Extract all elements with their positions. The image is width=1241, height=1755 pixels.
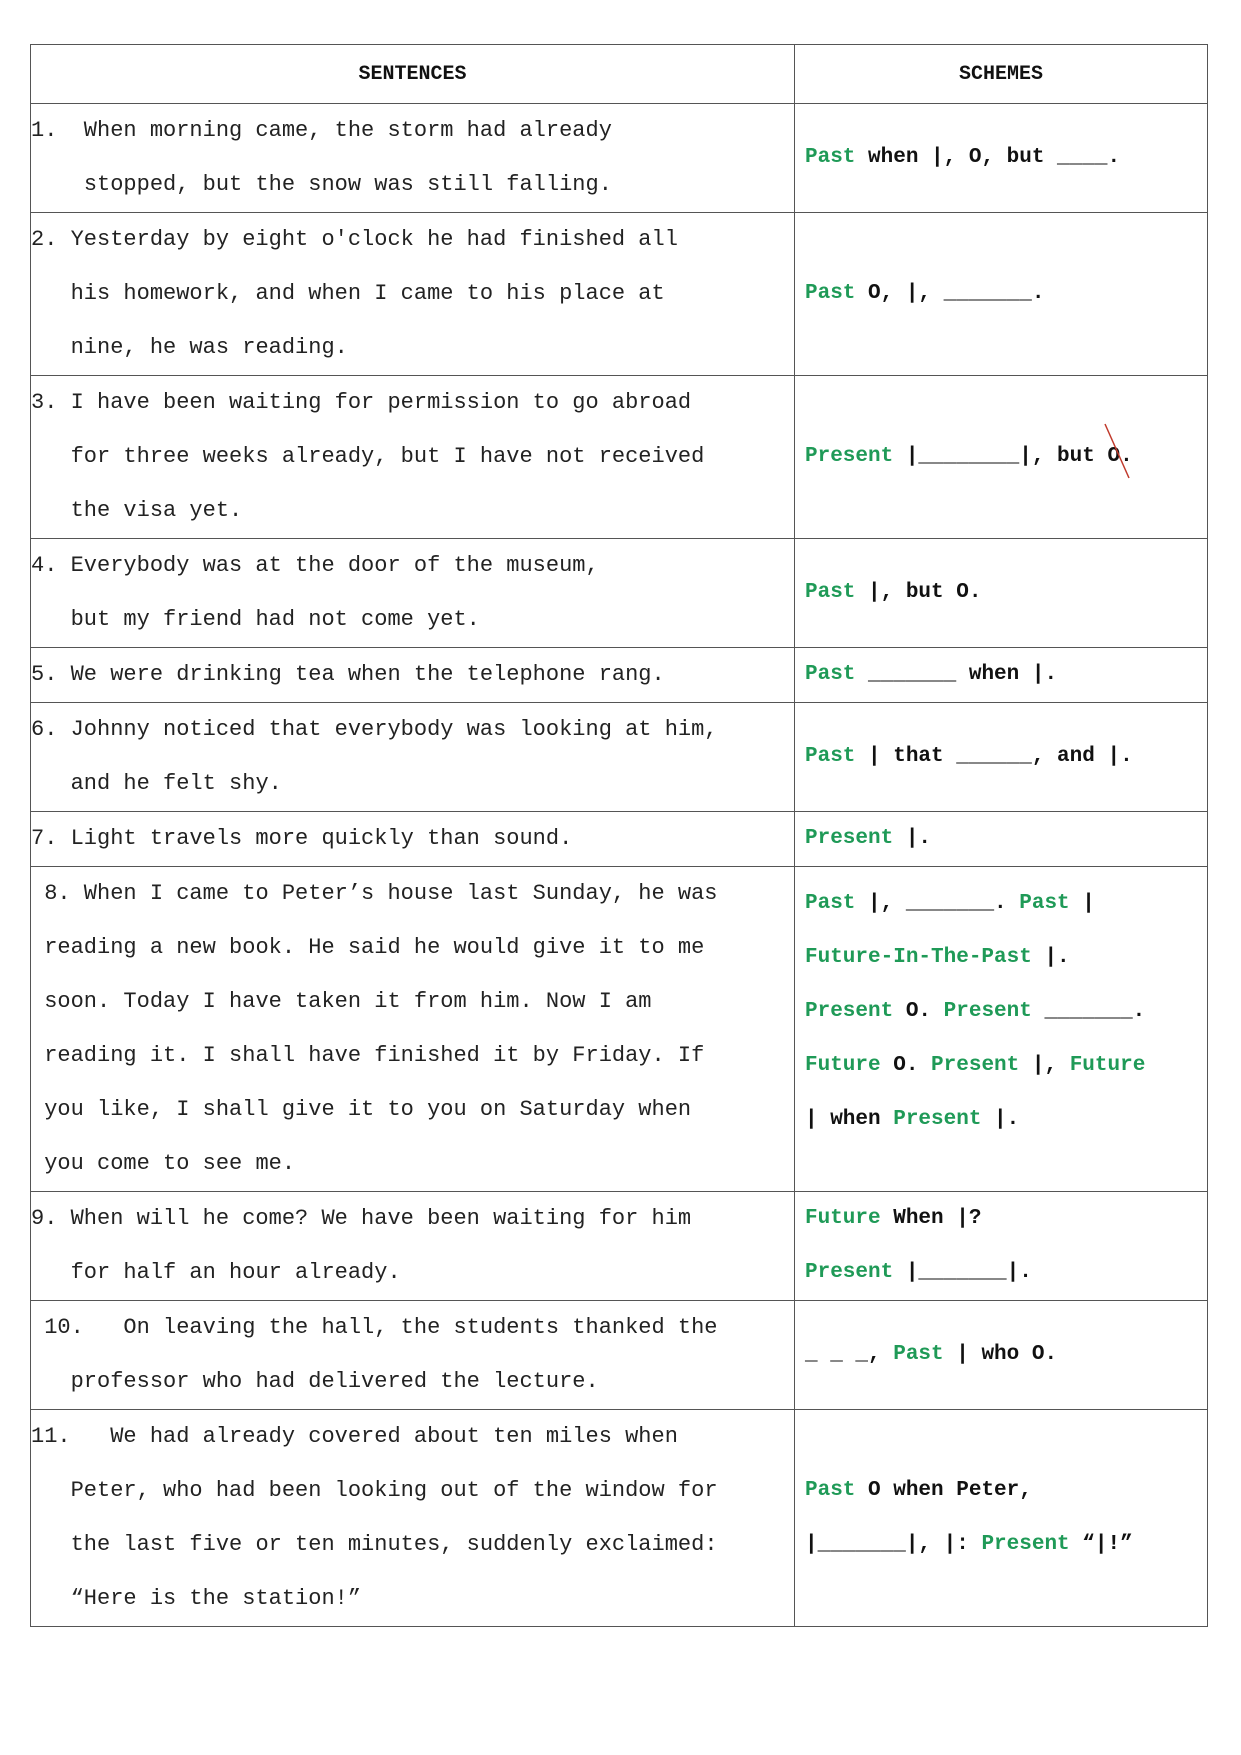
tense-label: Present — [805, 445, 894, 468]
tense-label: Future — [805, 1207, 881, 1230]
sentences-schemes-table — [30, 44, 1208, 1627]
scheme-text: O when Peter, — [855, 1479, 1032, 1502]
scheme-text: O. — [880, 1054, 932, 1077]
scheme-text: | when — [805, 1108, 894, 1131]
sentence-line: Peter, who had been looking out of the window for — [31, 1478, 718, 1503]
tense-label: Present — [805, 1000, 894, 1023]
sentence-cell — [31, 1301, 795, 1410]
scheme-text: O — [1107, 445, 1121, 468]
scheme-text: _______ when |. — [855, 663, 1058, 686]
tense-label: Past — [805, 1479, 856, 1502]
table-row — [31, 376, 1208, 539]
scheme-text: |, but O. — [855, 581, 982, 604]
sentence-cell — [31, 867, 795, 1192]
scheme-line — [805, 877, 1207, 931]
sentence-line: professor who had delivered the lecture. — [31, 1369, 599, 1394]
sentence-line: 8. When I came to Peter’s house last Sunday, he was — [31, 881, 718, 906]
scheme-line — [805, 1246, 1207, 1300]
sentence-line: 10. On leaving the hall, the students thanked the — [31, 1315, 718, 1340]
scheme-cell — [795, 1410, 1208, 1627]
scheme-text: | — [1069, 892, 1095, 915]
scheme-line — [805, 730, 1207, 784]
page — [30, 44, 1207, 1627]
scheme-cell — [795, 812, 1208, 867]
sentence-line: 2. Yesterday by eight o'clock he had finished all — [31, 227, 678, 252]
tense-label: Past — [805, 892, 856, 915]
scheme-line — [805, 931, 1207, 985]
tense-label: Past — [805, 663, 856, 686]
sentence-line: 11. We had already covered about ten miles when — [31, 1424, 678, 1449]
sentence-line: reading it. I shall have finished it by Friday. If — [31, 1043, 705, 1068]
table-row — [31, 213, 1208, 376]
scheme-line — [805, 430, 1207, 484]
sentence-cell — [31, 1410, 795, 1627]
tense-label: Present — [893, 1108, 982, 1131]
scheme-cell — [795, 1192, 1208, 1301]
scheme-cell — [795, 867, 1208, 1192]
scheme-text: |. — [981, 1108, 1020, 1131]
tense-label: Future — [805, 1054, 881, 1077]
sentence-cell — [31, 703, 795, 812]
header-schemes: SCHEMES — [795, 45, 1208, 104]
scheme-text: |, _______. — [855, 892, 1020, 915]
scheme-line — [805, 1093, 1207, 1147]
table-row — [31, 539, 1208, 648]
sentence-line: reading a new book. He said he would give it to me — [31, 935, 705, 960]
sentence-line: but my friend had not come yet. — [31, 607, 480, 632]
scheme-text: | that ______, and |. — [855, 745, 1133, 768]
sentence-line: 6. Johnny noticed that everybody was looking at him, — [31, 717, 718, 742]
scheme-cell — [795, 703, 1208, 812]
tense-label: Past — [805, 581, 856, 604]
scheme-cell — [795, 213, 1208, 376]
scheme-cell — [795, 376, 1208, 539]
sentence-cell — [31, 1192, 795, 1301]
sentence-line: you like, I shall give it to you on Saturday when — [31, 1097, 692, 1122]
tense-label: Past — [805, 282, 856, 305]
sentence-line: 1. When morning came, the storm had already — [31, 118, 612, 143]
table-row — [31, 1192, 1208, 1301]
sentence-line: 9. When will he come? We have been waiting for him — [31, 1206, 692, 1231]
sentence-line: 4. Everybody was at the door of the museum, — [31, 553, 599, 578]
sentence-line: stopped, but the snow was still falling. — [31, 172, 612, 197]
sentence-line: the visa yet. — [31, 498, 243, 523]
tense-label: Present — [943, 1000, 1032, 1023]
table-row — [31, 812, 1208, 867]
tense-label: Future-In-The-Past — [805, 946, 1032, 969]
header-sentences: SENTENCES — [31, 45, 795, 104]
scheme-line — [805, 1464, 1207, 1518]
scheme-text: |_______|. — [893, 1261, 1032, 1284]
table-header-row — [31, 45, 1208, 104]
scheme-text: O, |, _______. — [855, 282, 1045, 305]
scheme-line — [805, 131, 1207, 185]
tense-label: Present — [981, 1533, 1070, 1556]
scheme-line — [805, 1039, 1207, 1093]
scheme-text: . — [1120, 445, 1133, 468]
scheme-text: |. — [893, 827, 932, 850]
table-row — [31, 867, 1208, 1192]
scheme-text: When |? — [880, 1207, 982, 1230]
sentence-cell — [31, 213, 795, 376]
sentence-cell — [31, 376, 795, 539]
table-row — [31, 104, 1208, 213]
red-strike-icon — [1103, 422, 1133, 482]
sentence-line: 5. We were drinking tea when the telephone rang. — [31, 662, 665, 687]
scheme-text: _______. — [1031, 1000, 1146, 1023]
scheme-line — [805, 1518, 1207, 1572]
scheme-cell — [795, 1301, 1208, 1410]
table-row — [31, 703, 1208, 812]
table-row — [31, 648, 1208, 703]
sentence-cell — [31, 648, 795, 703]
scheme-line — [805, 1192, 1207, 1246]
scheme-text: | who O. — [943, 1343, 1058, 1366]
scheme-line — [805, 566, 1207, 620]
sentence-line: the last five or ten minutes, suddenly exclaimed: — [31, 1532, 718, 1557]
scheme-text: when |, O, but ____. — [855, 146, 1121, 169]
sentence-cell — [31, 104, 795, 213]
scheme-text: |________|, but — [893, 445, 1108, 468]
scheme-text: |, — [1019, 1054, 1070, 1077]
scheme-cell — [795, 648, 1208, 703]
sentence-line: his homework, and when I came to his place at — [31, 281, 665, 306]
scheme-line — [805, 648, 1207, 702]
scheme-cell — [795, 104, 1208, 213]
scheme-line — [805, 985, 1207, 1039]
table-row — [31, 1301, 1208, 1410]
tense-label: Future — [1069, 1054, 1146, 1077]
scheme-line — [805, 1328, 1207, 1382]
sentence-line: for three weeks already, but I have not received — [31, 444, 705, 469]
scheme-line — [805, 812, 1207, 866]
tense-label: Past — [805, 745, 856, 768]
sentence-line: you come to see me. — [31, 1151, 296, 1176]
tense-label: Past — [1019, 892, 1070, 915]
sentence-line: nine, he was reading. — [31, 335, 348, 360]
table-row — [31, 1410, 1208, 1627]
tense-label: Past — [805, 146, 856, 169]
tense-label: Present — [805, 1261, 894, 1284]
crossed-out-object — [1107, 430, 1120, 484]
sentence-line: for half an hour already. — [31, 1260, 401, 1285]
table-body — [31, 104, 1208, 1627]
scheme-text: O. — [893, 1000, 944, 1023]
tense-label: Present — [931, 1054, 1020, 1077]
scheme-text: “|!” — [1069, 1533, 1133, 1556]
sentence-line: “Here is the station!” — [31, 1586, 362, 1611]
scheme-line — [805, 267, 1207, 321]
sentence-cell — [31, 812, 795, 867]
sentence-cell — [31, 539, 795, 648]
sentence-line: 3. I have been waiting for permission to go abroad — [31, 390, 692, 415]
sentence-line: 7. Light travels more quickly than sound. — [31, 826, 573, 851]
tense-label: Present — [805, 827, 894, 850]
scheme-text: |_______|, |: — [805, 1533, 982, 1556]
scheme-text: _ _ _, — [805, 1343, 894, 1366]
scheme-cell — [795, 539, 1208, 648]
sentence-line: and he felt shy. — [31, 771, 282, 796]
tense-label: Past — [893, 1343, 944, 1366]
scheme-text: |. — [1031, 946, 1070, 969]
sentence-line: soon. Today I have taken it from him. Now I am — [31, 989, 652, 1014]
